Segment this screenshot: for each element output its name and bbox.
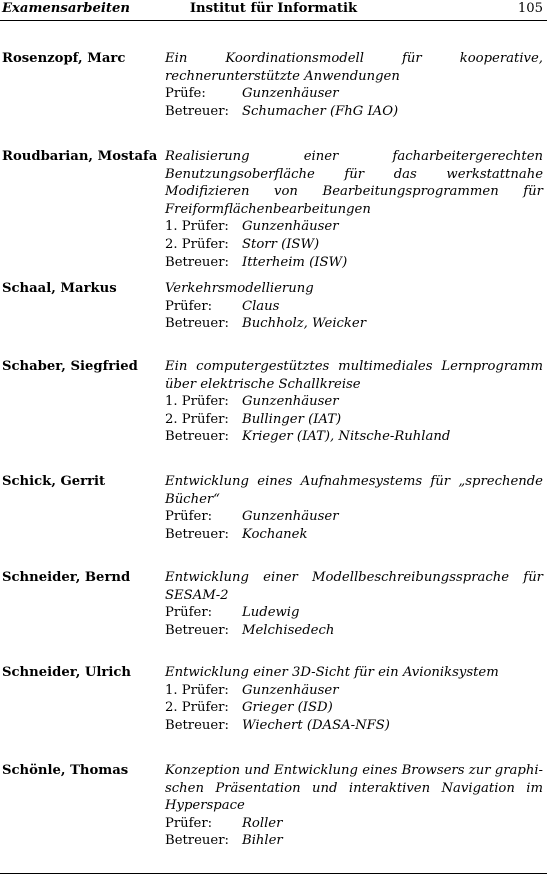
author-name: Schönle, Thomas <box>2 763 129 778</box>
role-line <box>165 815 543 833</box>
author-name: Schneider, Bernd <box>2 570 131 585</box>
role-line <box>165 832 543 850</box>
thesis-title: Ein computergestütztes multimediales Lernprogramm über elektrische Schallkreise <box>165 359 543 392</box>
entry-body <box>165 664 543 734</box>
role-label: Betreuer: <box>165 429 229 445</box>
role-label: 2. Prüfer: <box>165 700 229 716</box>
role-person: Itterheim (ISW) <box>242 254 348 270</box>
role-line <box>165 393 543 411</box>
role-person: Gunzenhäuser <box>242 219 339 235</box>
author-name: Schaber, Siegfried <box>2 359 138 374</box>
role-line <box>165 236 543 254</box>
role-label: Betreuer: <box>165 254 229 270</box>
thesis-title: Entwicklung einer Modellbeschreibungssprache für SESAM-2 <box>165 570 543 603</box>
role-label: Prüfer: <box>165 509 213 525</box>
role-line <box>165 526 543 544</box>
role-person: Bihler <box>242 833 283 849</box>
author-name: Schick, Gerrit <box>2 474 106 489</box>
role-line <box>165 85 543 103</box>
role-label: Prüfer: <box>165 298 213 314</box>
author-name: Schneider, Ulrich <box>2 665 131 680</box>
role-line <box>165 428 543 446</box>
role-line <box>165 315 543 333</box>
role-person: Gunzenhäuser <box>242 394 339 410</box>
role-line <box>165 604 543 622</box>
entry-body <box>165 569 543 639</box>
role-line <box>165 508 543 526</box>
role-person: Bullinger (IAT) <box>242 411 342 427</box>
role-line <box>165 682 543 700</box>
role-label: Prüfer: <box>165 815 213 831</box>
role-person: Gunzenhäuser <box>242 509 339 525</box>
role-label: Prüfer: <box>165 605 213 621</box>
running-head-section: Examensarbeiten <box>2 1 130 16</box>
role-label: Betreuer: <box>165 526 229 542</box>
author-name: Roudbarian, Mostafa <box>2 149 158 164</box>
thesis-title: Verkehrsmodellierung <box>165 281 314 296</box>
role-person: Buchholz, Weicker <box>242 316 367 332</box>
thesis-title: Realisierung einer facharbeitergerechten Benutzungsoberfläche für das werkstattnahe Modifizieren von Bearbeitungsprogrammen für Freiformflächenbearbeitungen <box>165 149 543 217</box>
role-person: Melchisedech <box>242 622 335 638</box>
role-line <box>165 622 543 640</box>
page-number: 105 <box>517 1 543 16</box>
role-person: Gunzenhäuser <box>242 86 339 102</box>
role-label: Betreuer: <box>165 316 229 332</box>
role-label: Prüfe: <box>165 86 206 102</box>
thesis-title: Entwicklung einer 3D-Sicht für ein Avioniksystem <box>165 665 499 680</box>
header-rule <box>0 20 547 21</box>
role-label: Betreuer: <box>165 717 229 733</box>
role-line <box>165 218 543 236</box>
entry-body <box>165 280 543 333</box>
page-header <box>0 0 547 22</box>
footer-rule <box>0 873 547 874</box>
author-name: Schaal, Markus <box>2 281 117 296</box>
role-person: Gunzenhäuser <box>242 682 339 698</box>
role-person: Claus <box>242 298 280 314</box>
thesis-title: Konzeption und Entwicklung eines Browsers zur graphischen Präsentation und interaktiven Navigation im Hyperspace <box>165 763 543 814</box>
role-label: Betreuer: <box>165 103 229 119</box>
role-label: 2. Prüfer: <box>165 236 229 252</box>
role-line <box>165 254 543 272</box>
role-label: Betreuer: <box>165 622 229 638</box>
thesis-title: Entwicklung eines Aufnahmesystems für „sprechende Bücher“ <box>165 474 543 507</box>
entry-body <box>165 358 543 446</box>
role-person: Roller <box>242 815 283 831</box>
role-label: Betreuer: <box>165 833 229 849</box>
role-person: Kochanek <box>242 526 308 542</box>
role-person: Grieger (ISD) <box>242 700 333 716</box>
role-person: Wiechert (DASA-NFS) <box>242 717 390 733</box>
role-line <box>165 699 543 717</box>
role-label: 1. Prüfer: <box>165 682 229 698</box>
role-line <box>165 411 543 429</box>
role-person: Storr (ISW) <box>242 236 320 252</box>
author-name: Rosenzopf, Marc <box>2 51 126 66</box>
role-label: 2. Prüfer: <box>165 411 229 427</box>
role-line <box>165 717 543 735</box>
entry-body <box>165 50 543 120</box>
entry-body <box>165 148 543 271</box>
running-head-institute: Institut für Informatik <box>189 1 358 16</box>
role-line <box>165 103 543 121</box>
role-person: Ludewig <box>242 605 300 621</box>
role-person: Schumacher (FhG IAO) <box>242 103 399 119</box>
role-label: 1. Prüfer: <box>165 219 229 235</box>
thesis-title: Ein Koordinationsmodell für kooperative, rechnerunterstützte Anwendungen <box>165 51 543 84</box>
entry-body <box>165 473 543 543</box>
role-line <box>165 298 543 316</box>
role-label: 1. Prüfer: <box>165 394 229 410</box>
role-person: Krieger (IAT), Nitsche-Ruhland <box>242 429 451 445</box>
entry-body <box>165 762 543 850</box>
